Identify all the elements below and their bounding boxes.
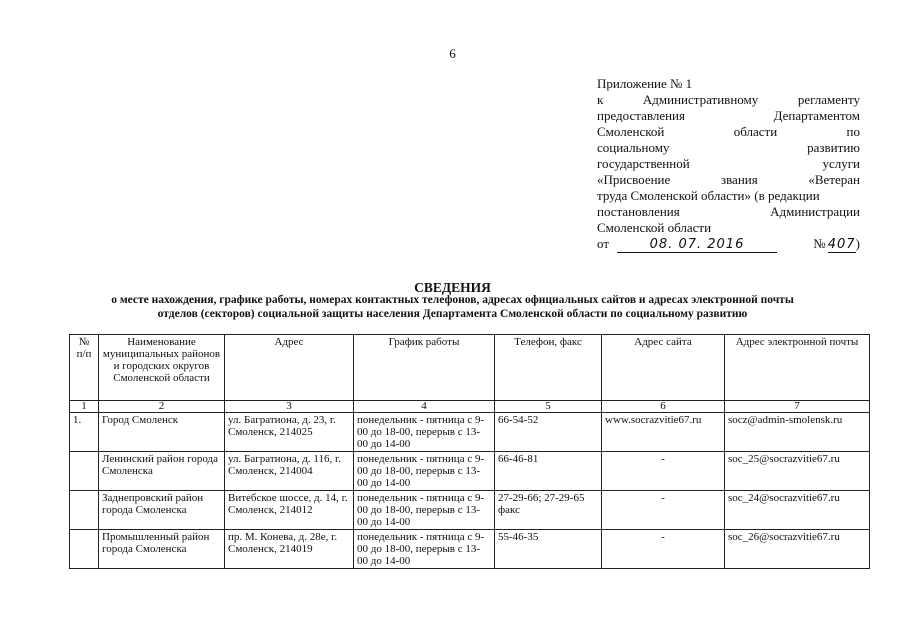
- column-header-email: Адрес электронной почты: [725, 335, 870, 401]
- row-name: Ленинский район города Смоленска: [99, 452, 225, 491]
- row-phone: 66-54-52: [495, 413, 602, 452]
- row-schedule: понедельник - пятница с 9-00 до 18-00, перерыв с 13-00 до 14-00: [354, 452, 495, 491]
- row-phone: 55-46-35: [495, 530, 602, 569]
- annex-line: социальному развитию: [597, 140, 860, 155]
- row-address: ул. Багратиона, д. 116, г. Смоленск, 214004: [225, 452, 354, 491]
- annex-line: предоставления Департаментом: [597, 108, 860, 123]
- row-phone: 27-29-66; 27-29-65 факс: [495, 491, 602, 530]
- row-email: soc_26@socrazvitie67.ru: [725, 530, 870, 569]
- column-number: 7: [725, 401, 870, 413]
- row-site: -: [602, 530, 725, 569]
- column-number: 6: [602, 401, 725, 413]
- annex-signature-line: [597, 236, 860, 253]
- column-header-phone: Телефон, факс: [495, 335, 602, 401]
- annex-block: [597, 76, 860, 253]
- table-header-row: [70, 335, 870, 401]
- table-row: [70, 491, 870, 530]
- page-number: 6: [449, 46, 456, 61]
- row-schedule: понедельник - пятница с 9-00 до 18-00, перерыв с 13-00 до 14-00: [354, 530, 495, 569]
- row-number: 1.: [70, 413, 99, 452]
- row-name: Заднепровский район города Смоленска: [99, 491, 225, 530]
- row-number: [70, 491, 99, 530]
- row-name: Промышленный район города Смоленска: [99, 530, 225, 569]
- document-title: СВЕДЕНИЯ: [414, 280, 491, 295]
- row-phone: 66-46-81: [495, 452, 602, 491]
- table-row: [70, 452, 870, 491]
- column-number: 4: [354, 401, 495, 413]
- handwritten-number: 407: [827, 237, 856, 252]
- row-site: www.socrazvitie67.ru: [602, 413, 725, 452]
- column-number: 5: [495, 401, 602, 413]
- close-paren: ): [855, 236, 860, 251]
- column-header-site: Адрес сайта: [602, 335, 725, 401]
- annex-line: Смоленской области: [597, 220, 712, 235]
- annex-line: труда Смоленской области» (в редакции: [597, 188, 820, 203]
- column-numbers-row: [70, 401, 870, 413]
- column-number: 1: [70, 401, 99, 413]
- annex-line: постановления Администрации: [597, 204, 860, 219]
- row-address: пр. М. Конева, д. 28е, г. Смоленск, 214019: [225, 530, 354, 569]
- column-header-number: № п/п: [70, 335, 99, 401]
- row-schedule: понедельник - пятница с 9-00 до 18-00, перерыв с 13-00 до 14-00: [354, 491, 495, 530]
- row-site: -: [602, 491, 725, 530]
- number-prefix: №: [813, 236, 826, 251]
- row-name: Город Смоленск: [99, 413, 225, 452]
- row-number: [70, 530, 99, 569]
- row-email: socz@admin-smolensk.ru: [725, 413, 870, 452]
- table-row: [70, 413, 870, 452]
- column-header-address: Адрес: [225, 335, 354, 401]
- annex-line: государственной услуги: [597, 156, 860, 171]
- document-subtitle: о месте нахождения, графике работы, номерах контактных телефонов, адресах официальных сайтов и адресах электронной почты: [111, 294, 794, 306]
- column-header-name: Наименование муниципальных районов и городских округов Смоленской области: [99, 335, 225, 401]
- row-email: soc_24@socrazvitie67.ru: [725, 491, 870, 530]
- annex-line: к Административному регламенту: [597, 92, 860, 107]
- row-schedule: понедельник - пятница с 9-00 до 18-00, перерыв с 13-00 до 14-00: [354, 413, 495, 452]
- row-number: [70, 452, 99, 491]
- date-prefix: от: [597, 236, 610, 251]
- document-subtitle: отделов (секторов) социальной защиты населения Департамента Смоленской области по социальному развитию: [157, 308, 748, 320]
- row-address: Витебское шоссе, д. 14, г. Смоленск, 214012: [225, 491, 354, 530]
- column-number: 2: [99, 401, 225, 413]
- annex-title: Приложение № 1: [597, 76, 693, 91]
- table-row: [70, 530, 870, 569]
- column-number: 3: [225, 401, 354, 413]
- row-email: soc_25@socrazvitie67.ru: [725, 452, 870, 491]
- column-header-schedule: График работы: [354, 335, 495, 401]
- annex-line: Смоленской области по: [597, 124, 860, 139]
- handwritten-date: 08. 07. 2016: [617, 238, 777, 253]
- row-site: -: [602, 452, 725, 491]
- info-table: [69, 334, 870, 569]
- annex-line: «Присвоение звания «Ветеран: [597, 172, 860, 187]
- row-address: ул. Багратиона, д. 23, г. Смоленск, 214025: [225, 413, 354, 452]
